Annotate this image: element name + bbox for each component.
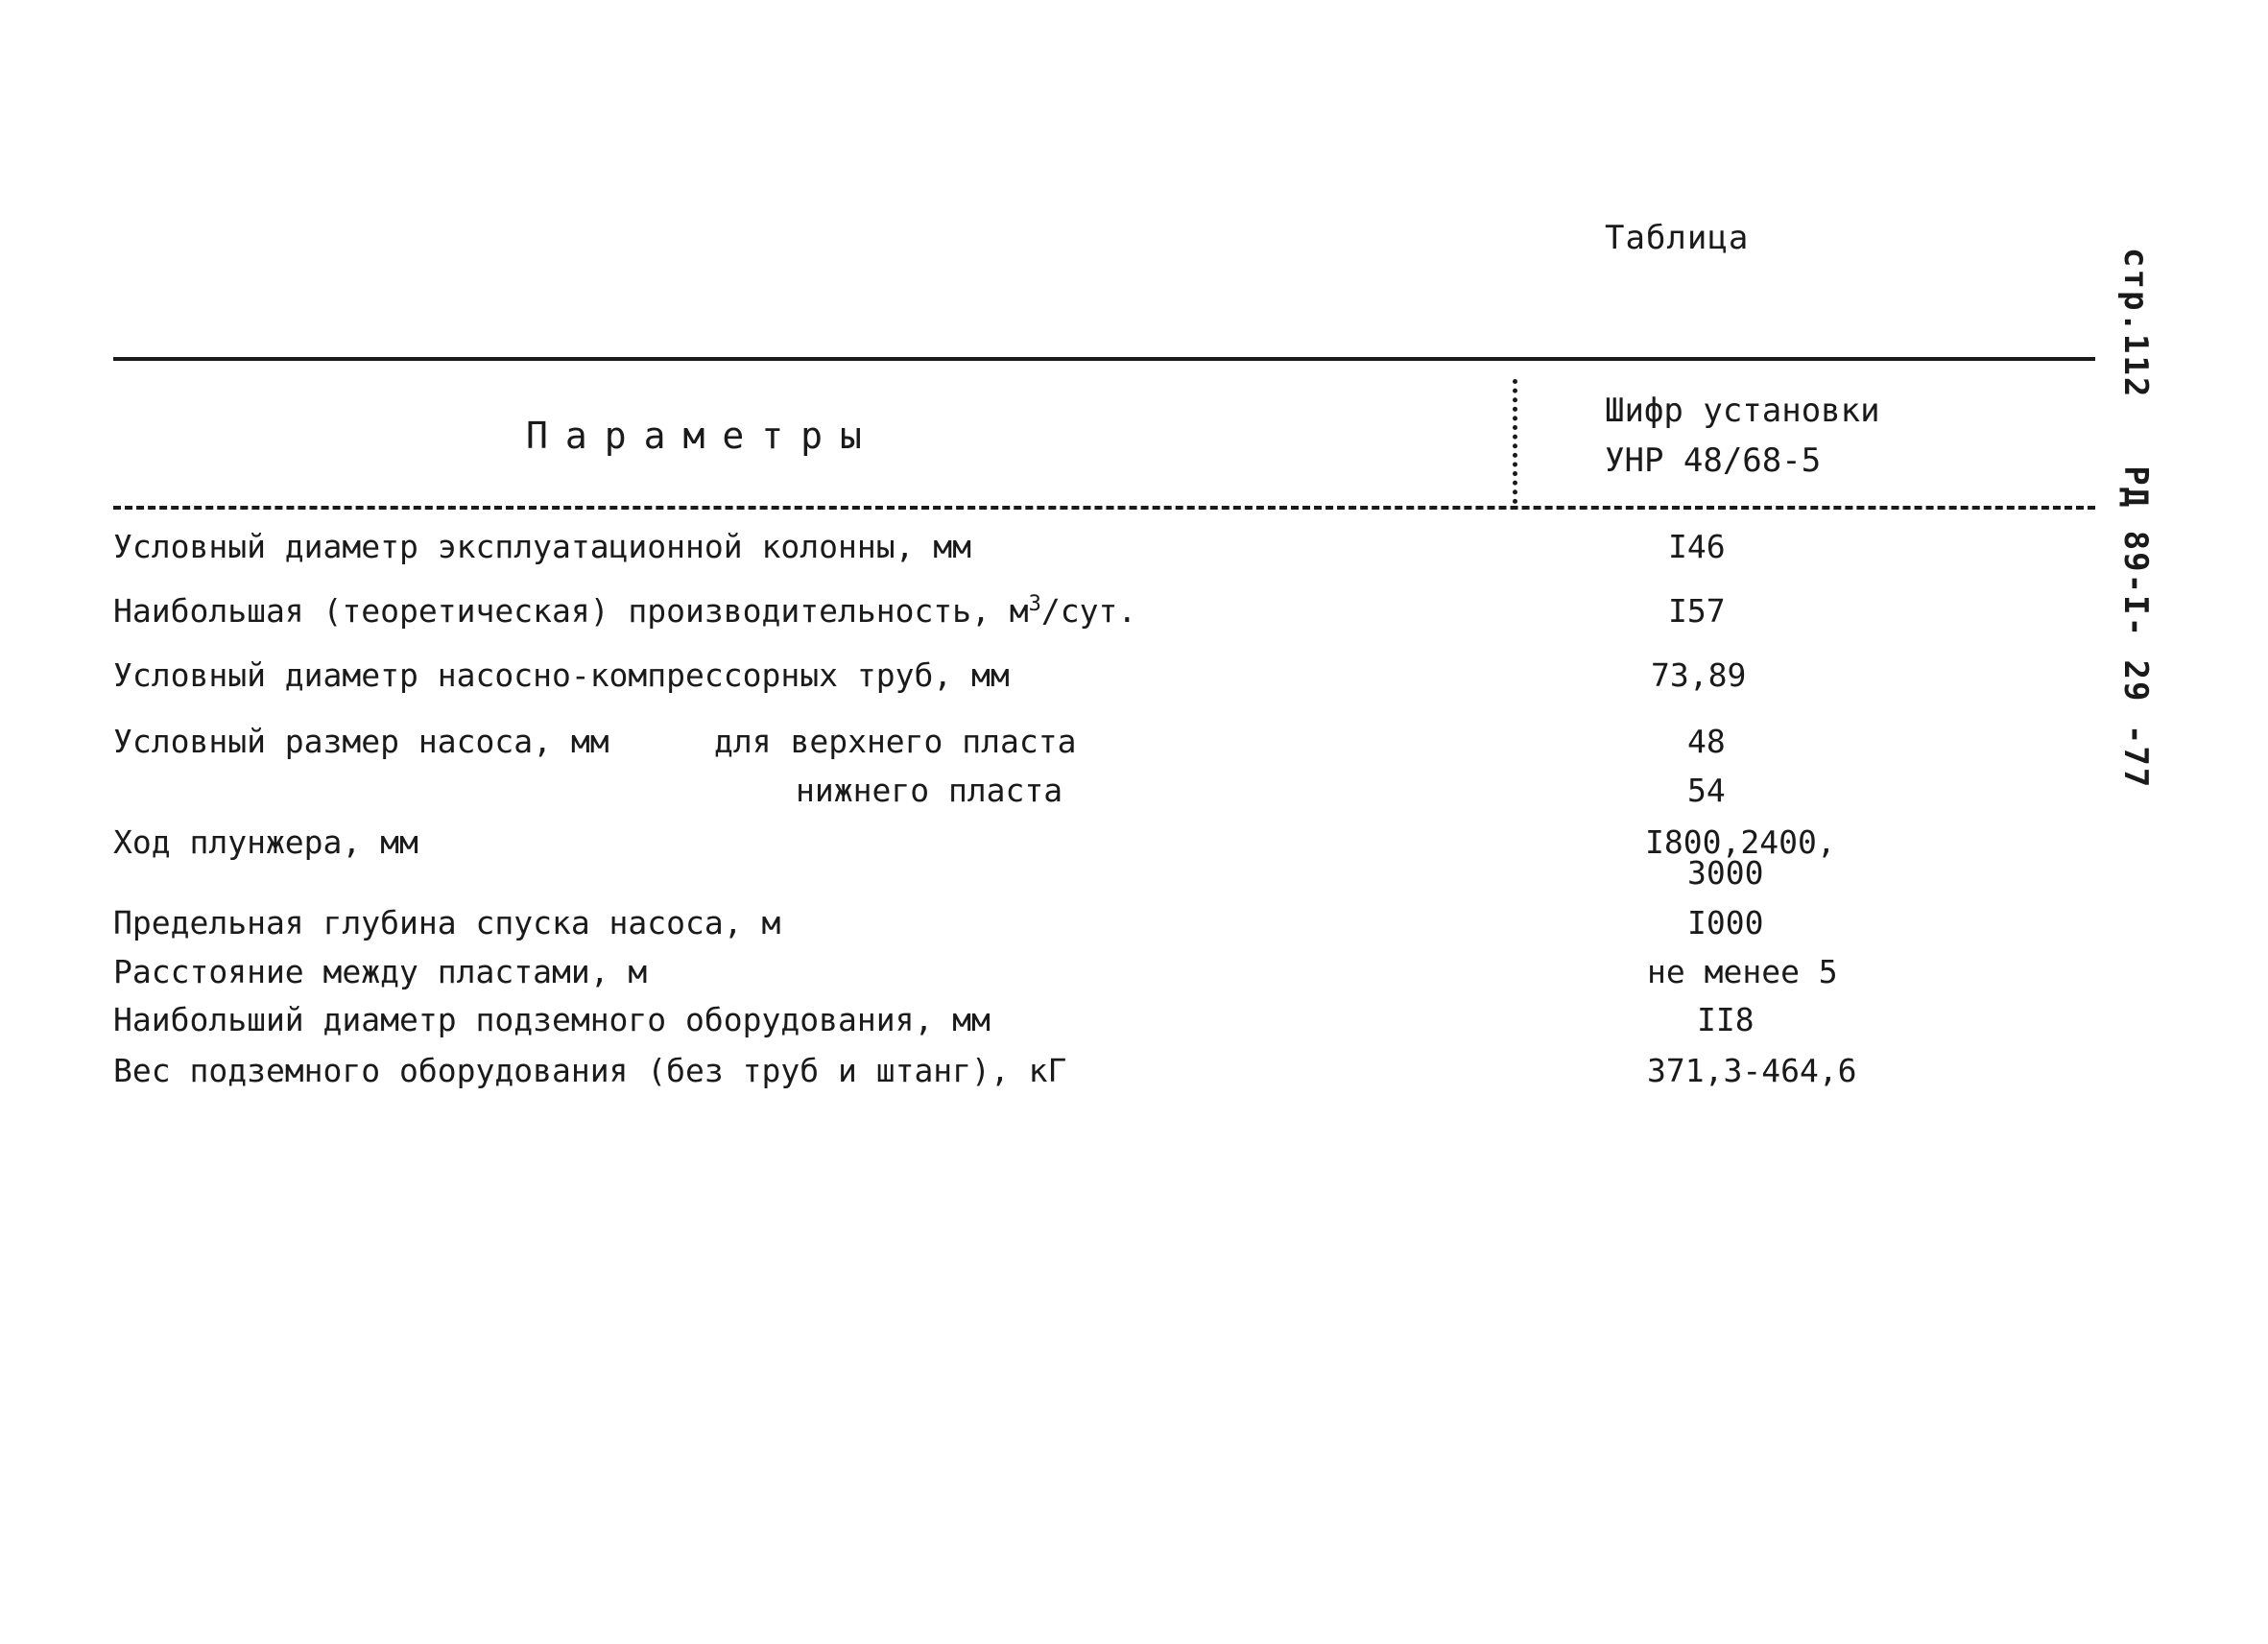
row-value: 54	[1687, 772, 1726, 809]
document-number: РД 89-I- 29 -77	[2116, 465, 2155, 790]
row-value: 48	[1687, 723, 1726, 760]
row-sublabel: нижнего пласта	[796, 772, 1063, 809]
row-value: 371,3-464,6	[1647, 1052, 1857, 1089]
row-label: Предельная глубина спуска насоса, м	[113, 904, 781, 941]
table-top-rule	[113, 357, 2095, 361]
row-label: Условный диаметр насосно-компрессорных труб, мм	[113, 656, 1010, 694]
row-label: Расстояние между пластами, м	[113, 953, 648, 990]
row-sublabel: для верхнего пласта	[714, 723, 1077, 760]
page-number: стр.112	[2116, 248, 2155, 399]
row-value-continued: 3000	[1687, 854, 1764, 892]
header-code-value: УНР 48/68-5	[1605, 441, 1822, 480]
header-parameters: Параметры	[526, 415, 879, 457]
row-value: I800,2400,	[1645, 823, 1836, 861]
row-value: I57	[1668, 592, 1726, 630]
row-value: I46	[1668, 528, 1726, 565]
table-caption: Таблица	[1605, 219, 1750, 257]
row-value: не менее 5	[1647, 953, 1838, 990]
row-label: Вес подземного оборудования (без труб и штанг), кГ	[113, 1052, 1067, 1089]
row-value: I000	[1687, 904, 1764, 941]
row-value: II8	[1697, 1001, 1755, 1038]
row-value: 73,89	[1651, 656, 1747, 694]
header-install-code	[1605, 386, 1880, 486]
row-label: Ход плунжера, мм	[113, 823, 418, 861]
document-code	[2116, 248, 2155, 789]
header-bottom-rule	[113, 506, 2095, 510]
header-code-title: Шифр установки	[1605, 392, 1880, 430]
row-label: Условный размер насоса, мм	[113, 723, 609, 760]
row-label: Наибольший диаметр подземного оборудования, мм	[113, 1001, 991, 1038]
column-separator	[1513, 379, 1517, 504]
row-label: Наибольшая (теоретическая) производительность, $м^3$/сут.	[113, 592, 1137, 630]
row-label: Условный диаметр эксплуатационной колонны, мм	[113, 528, 972, 565]
